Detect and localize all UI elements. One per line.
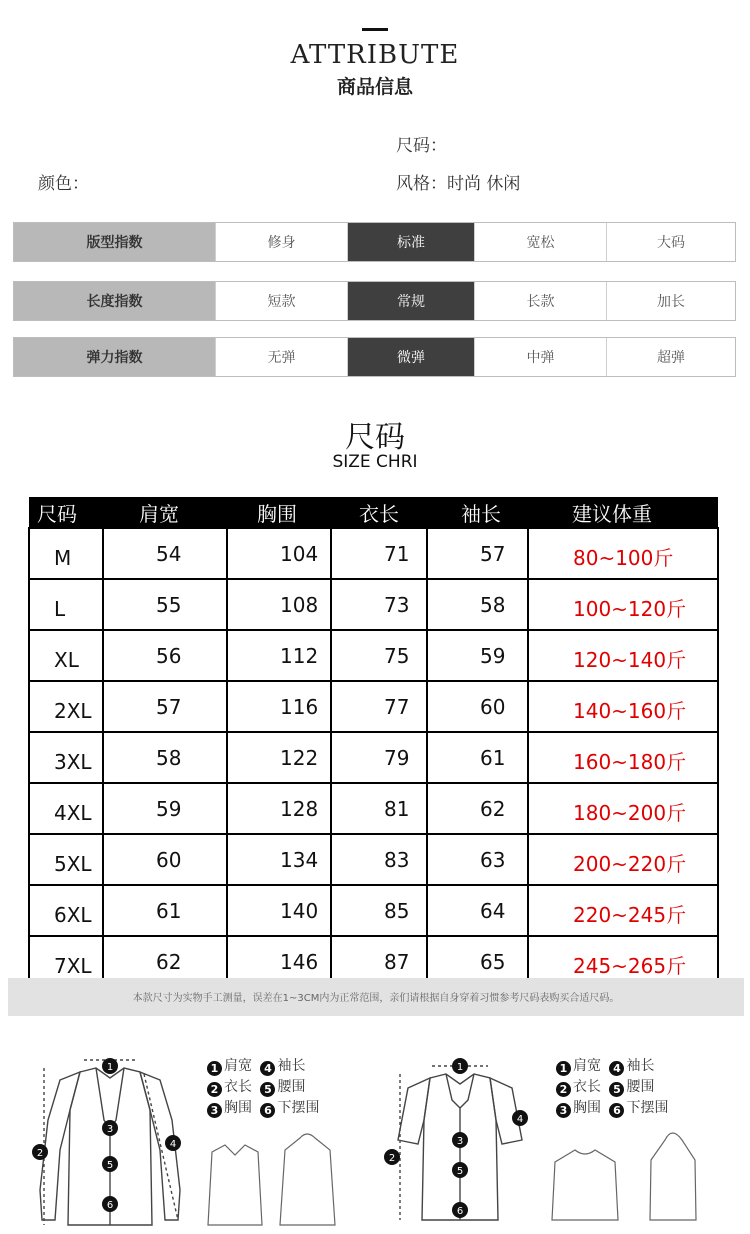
legend-num-4b: 4 — [609, 1061, 624, 1076]
fit-option-slim: 修身 — [216, 223, 348, 261]
cell-weight: 80~100斤 — [528, 528, 718, 579]
legend-left — [207, 1056, 319, 1119]
cell-shoulder: 57 — [103, 681, 227, 732]
header-chest: 胸围 — [227, 497, 331, 528]
legend-num-3: 3 — [207, 1103, 222, 1118]
svg-text:1: 1 — [106, 1062, 114, 1073]
header-shoulder: 肩宽 — [103, 497, 227, 528]
legend-num-6: 6 — [260, 1103, 275, 1118]
svg-text:5: 5 — [106, 1160, 114, 1171]
attribute-title-cn: 商品信息 — [336, 76, 413, 98]
cell-weight: 100~120斤 — [528, 579, 718, 630]
length-option-short: 短款 — [216, 282, 348, 320]
cell-shoulder: 62 — [103, 936, 227, 987]
svg-text:2: 2 — [388, 1153, 396, 1164]
cell-weight: 140~160斤 — [528, 681, 718, 732]
cell-weight: 245~265斤 — [528, 936, 718, 987]
cell-shoulder: 61 — [103, 885, 227, 936]
cell-weight: 200~220斤 — [528, 834, 718, 885]
cell-size: L — [29, 579, 103, 630]
fit-option-plus: 大码 — [607, 223, 735, 261]
cell-sleeve: 61 — [427, 732, 528, 783]
cell-chest: 134 — [227, 834, 331, 885]
cell-size: 5XL — [29, 834, 103, 885]
stretch-option-medium: 中弹 — [475, 338, 607, 376]
cell-shoulder: 59 — [103, 783, 227, 834]
cell-weight: 160~180斤 — [528, 732, 718, 783]
size-section-subtitle: SIZE CHRI — [332, 452, 418, 472]
cell-sleeve: 59 — [427, 630, 528, 681]
legend-num-5b: 5 — [609, 1082, 624, 1097]
jacket-thumbnails — [208, 1134, 335, 1225]
attribute-title-en: ATTRIBUTE — [290, 40, 460, 70]
cell-length: 73 — [331, 579, 427, 630]
table-row — [29, 579, 718, 630]
cell-weight: 220~245斤 — [528, 885, 718, 936]
stretch-index-row — [13, 337, 736, 377]
stretch-option-high: 超弹 — [607, 338, 735, 376]
header-size: 尺码 — [29, 497, 103, 528]
table-row — [29, 834, 718, 885]
cell-shoulder: 55 — [103, 579, 227, 630]
cell-length: 83 — [331, 834, 427, 885]
shirt-thumbnails — [552, 1133, 696, 1220]
legend-length-b: 衣长 — [573, 1079, 601, 1095]
cell-sleeve: 63 — [427, 834, 528, 885]
header-weight: 建议体重 — [528, 497, 718, 528]
legend-shoulder-b: 肩宽 — [573, 1058, 601, 1074]
svg-text:1: 1 — [456, 1062, 464, 1073]
table-row — [29, 732, 718, 783]
legend-num-3b: 3 — [556, 1103, 571, 1118]
cell-chest: 122 — [227, 732, 331, 783]
legend-hem-b: 下摆围 — [626, 1100, 669, 1116]
fit-index-label: 版型指数 — [14, 223, 216, 261]
fit-option-loose: 宽松 — [475, 223, 607, 261]
cell-chest: 146 — [227, 936, 331, 987]
cell-size: M — [29, 528, 103, 579]
cell-shoulder: 56 — [103, 630, 227, 681]
size-info-label: 尺码： — [396, 136, 447, 156]
legend-waist: 腰围 — [277, 1079, 306, 1095]
legend-num-1: 1 — [207, 1061, 222, 1076]
stretch-option-slight: 微弹 — [348, 338, 475, 376]
measurement-note: 本款尺寸为实物手工测量，误差在1~3CM内为正常范围，亲们请根据自身穿着习惯参考尺码表购买合适尺码。 — [132, 993, 620, 1004]
cell-sleeve: 57 — [427, 528, 528, 579]
cell-length: 87 — [331, 936, 427, 987]
table-row — [29, 783, 718, 834]
cell-sleeve: 64 — [427, 885, 528, 936]
svg-text:6: 6 — [106, 1200, 114, 1211]
size-chart-table — [28, 497, 719, 988]
legend-chest: 胸围 — [224, 1100, 252, 1116]
legend-num-5: 5 — [260, 1082, 275, 1097]
legend-waist-b: 腰围 — [626, 1079, 655, 1095]
cell-length: 81 — [331, 783, 427, 834]
header-length: 衣长 — [331, 497, 427, 528]
cell-weight: 180~200斤 — [528, 783, 718, 834]
color-info-label: 颜色： — [38, 174, 89, 194]
cell-length: 71 — [331, 528, 427, 579]
legend-num-2b: 2 — [556, 1082, 571, 1097]
cell-size: 7XL — [29, 936, 103, 987]
cell-size: 3XL — [29, 732, 103, 783]
legend-num-2: 2 — [207, 1082, 222, 1097]
cell-chest: 128 — [227, 783, 331, 834]
header-sleeve: 袖长 — [427, 497, 528, 528]
length-option-long: 长款 — [475, 282, 607, 320]
title-dash — [362, 28, 388, 31]
cell-chest: 104 — [227, 528, 331, 579]
stretch-index-label: 弹力指数 — [14, 338, 216, 376]
svg-text:4: 4 — [169, 1139, 177, 1150]
cell-chest: 116 — [227, 681, 331, 732]
cell-length: 85 — [331, 885, 427, 936]
svg-text:5: 5 — [456, 1166, 464, 1177]
legend-length: 衣长 — [224, 1079, 252, 1095]
table-row — [29, 885, 718, 936]
cell-shoulder: 58 — [103, 732, 227, 783]
legend-hem: 下摆围 — [277, 1100, 320, 1116]
cell-sleeve: 60 — [427, 681, 528, 732]
svg-text:3: 3 — [456, 1136, 464, 1147]
svg-text:6: 6 — [456, 1206, 464, 1217]
cell-length: 77 — [331, 681, 427, 732]
stretch-option-none: 无弹 — [216, 338, 348, 376]
cell-shoulder: 60 — [103, 834, 227, 885]
cell-size: 2XL — [29, 681, 103, 732]
cell-size: 4XL — [29, 783, 103, 834]
svg-text:2: 2 — [36, 1148, 44, 1159]
fit-option-standard: 标准 — [348, 223, 475, 261]
table-row — [29, 681, 718, 732]
length-index-row — [13, 281, 736, 321]
legend-chest-b: 胸围 — [573, 1100, 601, 1116]
legend-sleeve-b: 袖长 — [626, 1058, 655, 1074]
length-option-regular: 常规 — [348, 282, 475, 320]
table-row — [29, 630, 718, 681]
svg-text:3: 3 — [106, 1124, 114, 1135]
legend-sleeve: 袖长 — [277, 1058, 306, 1074]
cell-chest: 108 — [227, 579, 331, 630]
size-table-header-row — [29, 497, 718, 528]
fit-index-row — [13, 222, 736, 262]
legend-right — [556, 1056, 668, 1119]
legend-num-1b: 1 — [556, 1061, 571, 1076]
cell-chest: 112 — [227, 630, 331, 681]
length-index-label: 长度指数 — [14, 282, 216, 320]
style-info-label: 风格：时尚 休闲 — [396, 174, 521, 194]
size-section-title: 尺码 — [345, 420, 405, 455]
legend-num-4: 4 — [260, 1061, 275, 1076]
cell-length: 79 — [331, 732, 427, 783]
cell-chest: 140 — [227, 885, 331, 936]
cell-shoulder: 54 — [103, 528, 227, 579]
legend-shoulder: 肩宽 — [224, 1058, 252, 1074]
cell-sleeve: 65 — [427, 936, 528, 987]
table-row — [29, 528, 718, 579]
svg-text:4: 4 — [516, 1114, 524, 1125]
cell-sleeve: 62 — [427, 783, 528, 834]
cell-sleeve: 58 — [427, 579, 528, 630]
cell-length: 75 — [331, 630, 427, 681]
cell-weight: 120~140斤 — [528, 630, 718, 681]
legend-num-6b: 6 — [609, 1103, 624, 1118]
cell-size: 6XL — [29, 885, 103, 936]
cell-size: XL — [29, 630, 103, 681]
length-option-extra-long: 加长 — [607, 282, 735, 320]
